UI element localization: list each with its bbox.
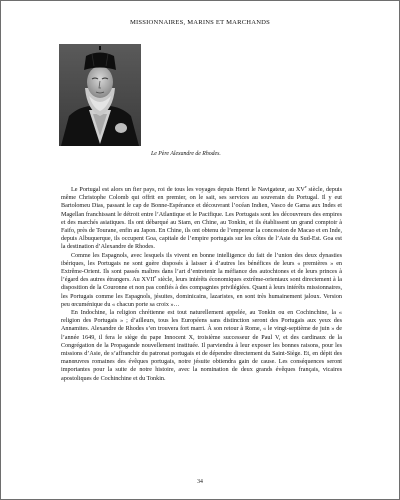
- running-head: MISSIONNAIRES, MARINS ET MARCHANDS: [129, 19, 271, 26]
- figure-caption: Le Père Alexandre de Rhodes.: [151, 151, 221, 157]
- paragraph: Le Portugal est alors un fier pays, roi de tous les voyages depuis Henri le Navigateur, au XVe siècle, depuis même Christophe Colomb qui offrit en premier, on le sait, ses services au souverain du Portugal. Il y eut Bartolomeu Dias, passant le cap de Bonne-Espérance et découvrant l’océan Indien, Vasco de Gama aux Indes et Magellan franchissant le détroit entre l’Atlantique et le Pacifique. Les Portugais sont les découvreurs des empires et des marchés asiatiques. Ils ont débarqué au Siam, en Chine, au Tonkin, et ils établissent un grand comptoir à Faifo, près de Tourane, enfin au Japon. En Chine, ils ont obtenu de l’empereur la concession de Macao et en Inde, depuis Albuquerque, ils occupent Goa, capitale de l’empire portugais sur les côtes de l’Asie du Sud-Est. Goa est la destination d’Alexandre de Rhodes.: [61, 183, 342, 251]
- portrait-engraving-icon: [59, 44, 141, 146]
- paragraph: Comme les Espagnols, avec lesquels ils vivent en bonne intelligence du fait de l’union des deux dynasties ibériques, les Portugais ne sont guère disposés à laisser à d’autres les bénéfices de leurs « premières » en Extrême-Orient. Ils sont passés maîtres dans l’art d’entretenir la méfiance des autochtones et de leurs princes à l’égard des autres étrangers. Au XVIIe siècle, leurs intérêts économiques extrême-orientaux sont directement à la disposition de la Couronne et non pas confiés à des compagnies privilégiées. Quant à leurs intérêts missionnaires, les Portugais comme les Espagnols, jésuites, dominicains, lazaristes, en sont très humainement jaloux. Version peu œcuménique du « chacun porte sa croix »…: [61, 252, 343, 308]
- page-number: 34: [197, 479, 203, 485]
- paragraph: En Indochine, la religion chrétienne est tout naturellement appelée, au Tonkin ou en Cochinchine, la « religion des Portugais » ; d’ailleurs, tous les Européens sans distinction seront des Portugais aux yeux des Annamites. Alexandre de Rhodes s’en trouvera fort marri. À son retour à Rome, « le vingt-septième de juin » de l’année 1649, il fera le siège du pape Innocent X, troisième successeur de Paul V, et des cardinaux de la Congrégation de la Propagande nouvellement instituée. Il parviendra à leur exposer les bonnes raisons, pour les missions d’Asie, de s’affranchir du patronat portugais et de dépendre directement du Saint-Siège. Et, en dépit des manœuvres romaines des évêques portugais, notre jésuite obtiendra gain de cause. Les conséquences seront importantes pour la suite de notre histoire, avec la nomination de deux grands évêques français, vicaires apostoliques de Cochinchine et du Tonkin.: [61, 310, 342, 382]
- body-text: [61, 183, 343, 383]
